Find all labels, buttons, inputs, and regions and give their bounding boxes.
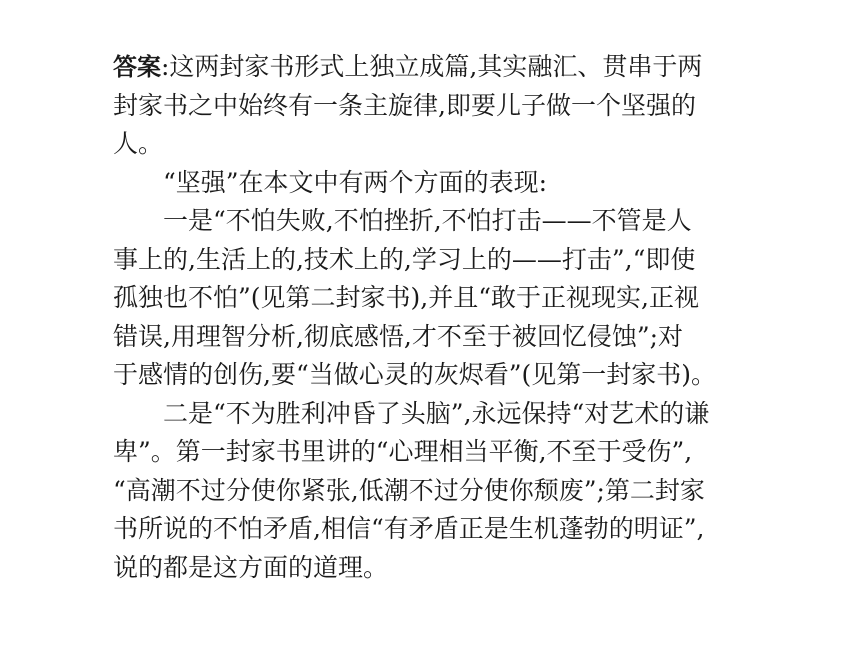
paragraph-one-line-1: 一是“不怕失败,不怕挫折,不怕打击——不管是人 (163, 206, 692, 235)
answer-line-1-text: :这两封家书形式上独立成篇,其实融汇、贯串于两 (161, 52, 703, 81)
answer-label: 答案 (113, 53, 161, 81)
answer-text-block (113, 48, 753, 587)
paragraph-two-line-1: 二是“不为胜利冲昏了头脑”,永远保持“对艺术的谦 (163, 398, 710, 428)
paragraph-two-line-3: “高潮不过分使你紧张,低潮不过分使你颓废”;第二封家 (113, 475, 705, 505)
paragraph-two-line-5: 说的都是这方面的道理。 (113, 552, 389, 582)
answer-line-1 (113, 48, 753, 87)
paragraph-one-line-5: 于感情的创伤,要“当做心灵的灰烬看”(见第一封家书)。 (113, 360, 717, 389)
paragraph-two-line-4: 书所说的不怕矛盾,相信“有矛盾正是生机蓬勃的明证”, (113, 514, 705, 543)
paragraph-one-line-2: 事上的,生活上的,技术上的,学习上的——打击”,“即使 (113, 244, 696, 274)
answer-line-3: 人。 (113, 129, 164, 158)
paragraph-one-line-4: 错误,用理智分析,彻底感悟,才不至于被回忆侵蚀”;对 (113, 321, 684, 351)
paragraph-one-line-3: 孤独也不怕”(见第二封家书),并且“敢于正视现实,正视 (113, 283, 699, 312)
answer-line-2: 封家书之中始终有一条主旋律,即要儿子做一个坚强的 (113, 90, 696, 120)
intro-paragraph: “坚强”在本文中有两个方面的表现: (163, 167, 547, 197)
paragraph-two-line-2: 卑”。第一封家书里讲的“心理相当平衡,不至于受伤”, (113, 437, 693, 466)
